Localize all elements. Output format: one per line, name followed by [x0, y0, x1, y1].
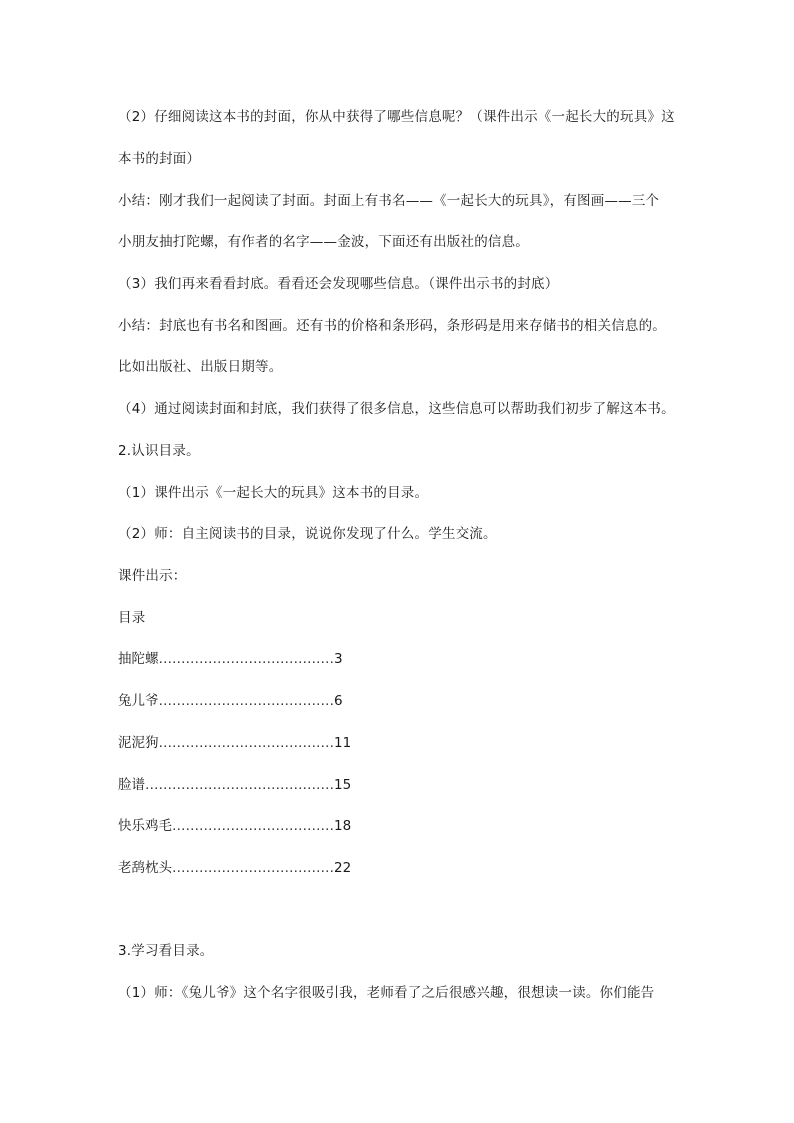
section-heading-learn-toc: 3.学习看目录。: [118, 943, 214, 959]
toc-heading: 目录: [118, 610, 146, 626]
toc-entry: [118, 776, 351, 794]
toc-entry: [118, 650, 343, 668]
paragraph-conclusion: （4）通过阅读封面和封底，我们获得了很多信息，这些信息可以帮助我们初步了解这本书。: [118, 401, 675, 417]
toc-entry: [118, 734, 351, 752]
toc-entry-title: 泥泥狗: [118, 735, 159, 751]
toc-entry-page: 15: [334, 777, 352, 793]
toc-leader-dots: …………………………………: [158, 735, 334, 751]
toc-leader-dots: ………………………………: [172, 818, 334, 834]
paragraph-back-cover-summary: 小结：封底也有书名和图画。还有书的价格和条形码，条形码是用来存储书的相关信息的。: [118, 318, 666, 334]
toc-entry-title: 脸谱: [118, 777, 145, 793]
paragraph-cover-summary: 小结：刚才我们一起阅读了封面。封面上有书名——《一起长大的玩具》，有图画——三个: [118, 193, 660, 209]
toc-entry-page: 18: [334, 818, 352, 834]
toc-entry-title: 兔儿爷: [118, 693, 159, 709]
paragraph-teacher-prompt: （1）师：《兔儿爷》这个名字很吸引我，老师看了之后很感兴趣，很想读一读。你们能告: [118, 985, 655, 1001]
toc-entry-page: 6: [334, 693, 343, 709]
paragraph-back-cover: （3）我们再来看看封底。看看还会发现哪些信息。（课件出示书的封底）: [118, 276, 559, 292]
paragraph-cover-question: （2）仔细阅读这本书的封面，你从中获得了哪些信息呢？（课件出示《一起长大的玩具》这: [118, 109, 675, 125]
toc-leader-dots: …………………………………: [158, 693, 334, 709]
toc-entry-title: 老鸹枕头: [118, 860, 172, 876]
paragraph-slide-intro: 课件出示：: [118, 568, 187, 584]
section-heading-toc: 2.认识目录。: [118, 443, 200, 459]
paragraph-read-toc: （2）师：自主阅读书的目录，说说你发现了什么。学生交流。: [118, 526, 497, 542]
paragraph-cover-summary-cont: 小朋友抽打陀螺，有作者的名字——金波，下面还有出版社的信息。: [118, 234, 529, 250]
toc-entry: [118, 817, 351, 835]
toc-entry-page: 22: [334, 860, 352, 876]
toc-leader-dots: ………………………………: [172, 860, 334, 876]
toc-leader-dots: …………………………………: [158, 651, 334, 667]
paragraph-cover-question-cont: 本书的封面）: [118, 151, 201, 167]
toc-leader-dots: ……………………………………: [145, 777, 334, 793]
toc-entry-page: 11: [334, 735, 352, 751]
paragraph-show-toc: （1）课件出示《一起长大的玩具》这本书的目录。: [118, 485, 429, 501]
toc-entry-title: 抽陀螺: [118, 651, 159, 667]
toc-entry-title: 快乐鸡毛: [118, 818, 172, 834]
toc-entry: [118, 859, 351, 877]
toc-entry: [118, 692, 343, 710]
toc-entry-page: 3: [334, 651, 343, 667]
paragraph-back-cover-summary-cont: 比如出版社、出版日期等。: [118, 359, 283, 375]
